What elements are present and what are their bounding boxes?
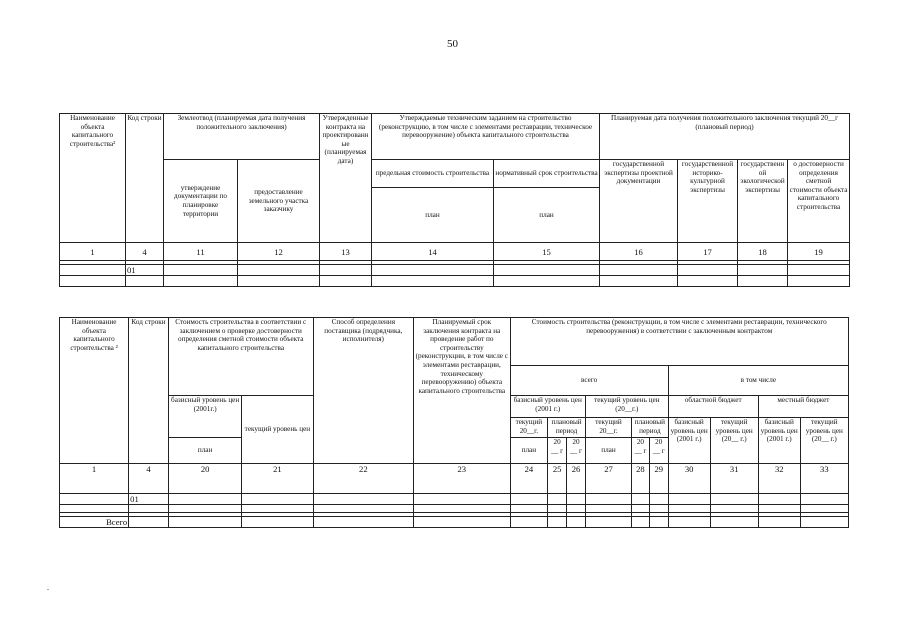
bottom-mark: .: [47, 583, 49, 592]
row-code: 01: [129, 494, 169, 505]
col-number: 17: [678, 243, 738, 261]
header-planned-period: плановый период: [548, 418, 586, 438]
col-number: 32: [758, 464, 800, 494]
header-cost-current-level: текущий уровень цен: [242, 396, 313, 464]
total-label: Всего: [60, 517, 129, 528]
table-row-total: [60, 517, 849, 528]
col-number: 33: [800, 464, 848, 494]
col-number: 21: [242, 464, 313, 494]
col-number: 30: [668, 464, 710, 494]
col-number: 24: [510, 464, 548, 494]
header-cost-by-conclusion: Стоимость строительства в соответствии с заключением о проверке достоверности определения сметной стоимости объекта капитального строительства: [168, 318, 313, 396]
row-code: 01: [126, 265, 164, 276]
col-number: 19: [788, 243, 850, 261]
col-number: 1: [60, 243, 126, 261]
col-number: 27: [585, 464, 631, 494]
header-state-expertise: государственной экспертизы проектной документации: [600, 160, 678, 243]
header-max-cost: предельная стоимость строительства: [372, 160, 494, 188]
capital-construction-table-1: [59, 113, 850, 287]
col-number: 1: [60, 464, 129, 494]
header-plan: план: [585, 438, 631, 464]
col-number: 16: [600, 243, 678, 261]
header-year: 20 __ г: [632, 438, 650, 464]
header-row-code: Код строки: [126, 114, 164, 243]
col-number: 13: [320, 243, 372, 261]
col-number: 25: [548, 464, 567, 494]
header-approved-contract: Утвержденные контракта на проектированные (планируемая дата): [320, 114, 372, 243]
col-number: 11: [164, 243, 238, 261]
header-historical-expertise: государственной историко-культурной экспертизы: [678, 160, 738, 243]
header-plan-cost: план: [372, 188, 494, 243]
header-object-name: Наименование объекта капитального строительства²: [60, 114, 126, 243]
header-plan: план: [168, 438, 241, 464]
header-norm-term: нормативный срок строительства: [494, 160, 600, 188]
header-cost-reliability: о достоверности определения сметной стоимости объекта капитального строительства: [788, 160, 850, 243]
header-cost-base-level: базисный уровень цен (2001г.): [168, 396, 241, 438]
header-base-level-2001: базисный уровень цен (2001 г.): [510, 396, 585, 418]
table-row: [60, 505, 849, 513]
capital-construction-table-2: [59, 317, 849, 528]
header-year: 20 __ г: [548, 438, 567, 464]
col-number: 31: [710, 464, 758, 494]
col-number: 4: [129, 464, 169, 494]
col-number: 14: [372, 243, 494, 261]
col-number: 29: [649, 464, 668, 494]
page-number: 50: [447, 38, 458, 50]
col-number: 12: [238, 243, 320, 261]
col-number: 28: [632, 464, 650, 494]
header-contract-term: Планируемый срок заключения контракта на проведение работ по строительству (реконструкции, в том числе с элементами реставрации, техническому перевооружению) объекта капитального строительства: [414, 318, 510, 464]
header-year: 20 __ г: [567, 438, 586, 464]
col-number: 18: [738, 243, 788, 261]
col-number: 20: [168, 464, 241, 494]
header-technical-assignment: Утверждаемые техническим заданием на строительство (реконструкцию, в том числе с элементами реставрации, техническое перевооружение) объекта капитального строительства: [372, 114, 600, 160]
header-land-allotment: Землеотвод (планируемая дата получения положительного заключения): [164, 114, 320, 160]
header-land-planning-approval: утверждение документации по планировке территории: [164, 160, 238, 243]
header-including: в том числе: [668, 366, 848, 396]
header-current-year: текущий 20__г.: [510, 418, 548, 438]
header-row-code: Код строки: [129, 318, 169, 464]
table-row: [60, 494, 849, 505]
header-object-name: Наименование объекта капитального строительства ²: [60, 318, 129, 464]
header-current-year: текущий 20__г.: [585, 418, 631, 438]
header-current-level: текущий уровень цен (20__г.): [585, 396, 668, 418]
col-number: 15: [494, 243, 600, 261]
header-plan: план: [510, 438, 548, 464]
header-contract-cost: Стоимость строительства (реконструкции, в том числе с элементами реставрации, технического перевооружения) в соответствии с заключенным контрактом: [510, 318, 849, 366]
header-supplier-method: Способ определения поставщика (подрядчика, исполнителя): [313, 318, 414, 464]
header-local-budget: местный бюджет: [758, 396, 848, 418]
col-number: 26: [567, 464, 586, 494]
header-local-current: текущий уровень цен (20__ г.): [800, 418, 848, 464]
table-row: [60, 265, 850, 276]
header-plan-term: план: [494, 188, 600, 243]
header-total: всего: [510, 366, 668, 396]
table-row: [60, 276, 850, 287]
col-number: 23: [414, 464, 510, 494]
header-local-base: базисный уровень цен (2001 г.): [758, 418, 800, 464]
col-number: 4: [126, 243, 164, 261]
header-expertise-date: Планируемая дата получения положительного заключения текущий 20__г (плановый период): [600, 114, 850, 160]
header-regional-budget: областной бюджет: [668, 396, 758, 418]
header-ecological-expertise: государственной экологической экспертизы: [738, 160, 788, 243]
header-regional-base: базисный уровень цен (2001 г.): [668, 418, 710, 464]
header-land-plot-provision: предоставление земельного участка заказчику: [238, 160, 320, 243]
header-regional-current: текущий уровень цен (20__ г.): [710, 418, 758, 464]
col-number: 22: [313, 464, 414, 494]
header-year: 20 __ г: [649, 438, 668, 464]
header-planned-period: плановый период: [632, 418, 669, 438]
